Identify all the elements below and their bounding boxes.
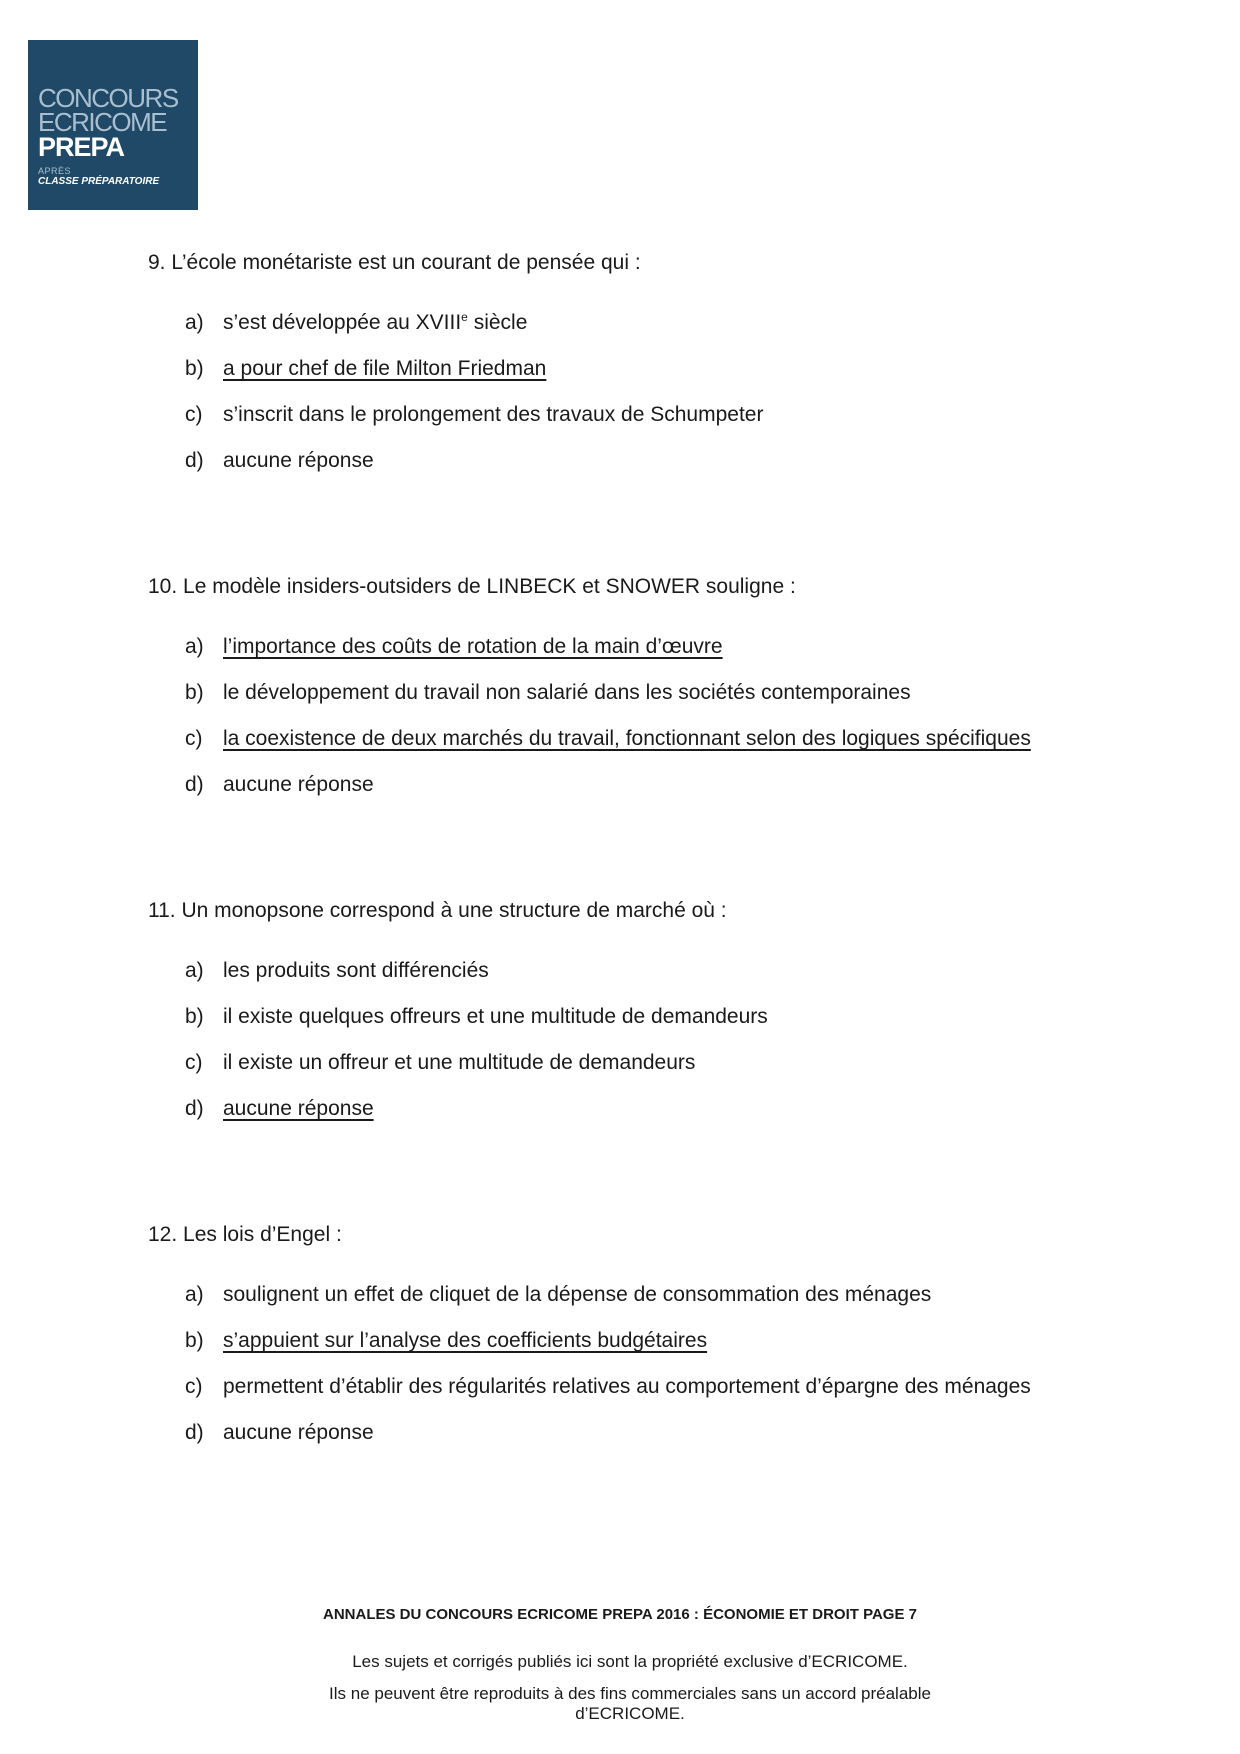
option-text-part: siècle: [467, 311, 528, 334]
option-a: [148, 948, 1048, 994]
option-text: les produits sont différenciés: [223, 959, 489, 982]
options-list: [148, 1272, 1048, 1456]
question-12: [148, 1220, 1048, 1456]
option-letter: a): [185, 1283, 204, 1306]
option-letter: b): [185, 681, 204, 704]
option-text: soulignent un effet de cliquet de la dépense de consommation des ménages: [223, 1283, 932, 1306]
ecricome-logo: [28, 40, 198, 210]
option-text: il existe quelques offreurs et une multitude de demandeurs: [223, 1005, 768, 1028]
option-text: aucune réponse: [223, 773, 374, 796]
option-b: [148, 1318, 1048, 1364]
option-letter: b): [185, 357, 204, 380]
footer-copyright-line1: Les sujets et corrigés publiés ici sont la propriété exclusive d’ECRICOME.: [352, 1652, 908, 1671]
option-letter: b): [185, 1005, 204, 1028]
questions-container: [148, 248, 1048, 1456]
option-b: [148, 994, 1048, 1040]
question-title: 9. L’école monétariste est un courant de pensée qui :: [148, 251, 641, 274]
option-letter: d): [185, 773, 204, 796]
options-list: [148, 948, 1048, 1132]
superscript: e: [461, 310, 468, 324]
option-text-correct: l’importance des coûts de rotation de la main d’œuvre: [223, 635, 723, 658]
option-letter: a): [185, 959, 204, 982]
option-text-correct: aucune réponse: [223, 1097, 374, 1120]
option-a: [148, 300, 1048, 346]
option-text: permettent d’établir des régularités relatives au comportement d’épargne des ménages: [223, 1375, 1031, 1398]
option-d: [148, 1410, 1048, 1456]
option-letter: c): [185, 1051, 203, 1074]
option-c: [148, 716, 1048, 762]
option-d: [148, 762, 1048, 808]
option-b: [148, 670, 1048, 716]
option-letter: c): [185, 727, 203, 750]
option-text: le développement du travail non salarié dans les sociétés contemporaines: [223, 681, 911, 704]
option-c: [148, 1364, 1048, 1410]
option-text-part: s’est développée au XVIII: [223, 311, 462, 334]
option-letter: c): [185, 1375, 203, 1398]
footer-copyright-line2: Ils ne peuvent être reproduits à des fins commerciales sans un accord préalable d’ECRICOME.: [329, 1684, 931, 1723]
logo-line-ecricome: ECRICOME: [38, 107, 167, 137]
option-a: [148, 624, 1048, 670]
option-text-correct: a pour chef de file Milton Friedman: [223, 357, 547, 380]
option-text: [223, 300, 1048, 346]
question-title: 12. Les lois d’Engel :: [148, 1223, 342, 1246]
option-text: aucune réponse: [223, 1421, 374, 1444]
option-letter: a): [185, 311, 204, 334]
options-list: [148, 300, 1048, 484]
option-text-correct: la coexistence de deux marchés du travail, fonctionnant selon des logiques spécifiques: [223, 727, 1031, 750]
option-letter: b): [185, 1329, 204, 1352]
option-letter: c): [185, 403, 203, 426]
options-list: [148, 624, 1048, 808]
option-text-correct: s’appuient sur l’analyse des coefficients budgétaires: [223, 1329, 708, 1352]
option-text: aucune réponse: [223, 449, 374, 472]
option-c: [148, 392, 1048, 438]
option-d: [148, 438, 1048, 484]
option-letter: d): [185, 1421, 204, 1444]
footer-title: ANNALES DU CONCOURS ECRICOME PREPA 2016 : ÉCONOMIE ET DROIT PAGE 7: [323, 1606, 917, 1623]
question-9: [148, 248, 1048, 484]
question-10: [148, 572, 1048, 808]
option-letter: d): [185, 449, 204, 472]
option-text: s’inscrit dans le prolongement des travaux de Schumpeter: [223, 403, 764, 426]
option-text: il existe un offreur et une multitude de demandeurs: [223, 1051, 696, 1074]
logo-line-prepa: PREPA: [38, 132, 125, 162]
option-letter: a): [185, 635, 204, 658]
option-d: [148, 1086, 1048, 1132]
option-a: [148, 1272, 1048, 1318]
question-title: 11. Un monopsone correspond à une structure de marché où :: [148, 899, 727, 922]
question-title: 10. Le modèle insiders-outsiders de LINBECK et SNOWER souligne :: [148, 575, 796, 598]
logo-line-concours: CONCOURS: [38, 83, 178, 113]
question-11: [148, 896, 1048, 1132]
logo-line-classe: CLASSE PRÉPARATOIRE: [38, 176, 160, 187]
option-c: [148, 1040, 1048, 1086]
option-letter: d): [185, 1097, 204, 1120]
option-b: [148, 346, 1048, 392]
logo-line-apres: APRÈS: [38, 166, 72, 176]
